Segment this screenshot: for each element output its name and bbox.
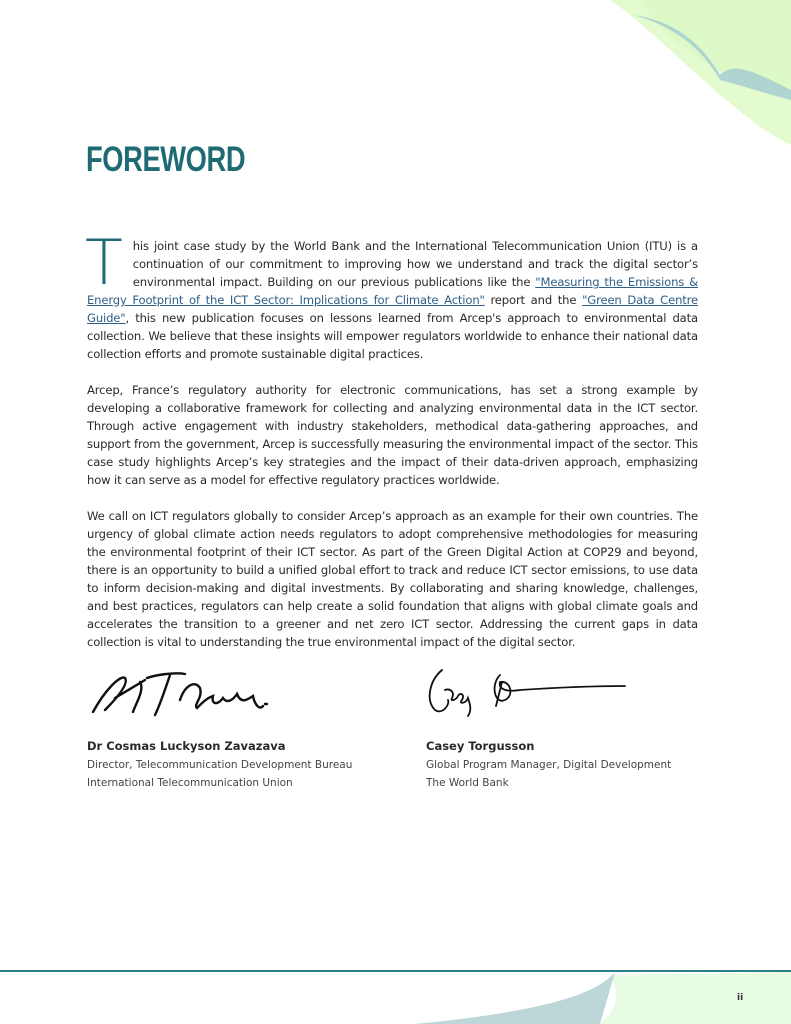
link-green-data-centre-guide[interactable]: "Green Data Centre Guide" <box>87 293 699 325</box>
foreword-body <box>85 226 699 669</box>
signatory-2-name: Casey Torgusson <box>426 739 535 753</box>
signatory-1-name: Dr Cosmas Luckyson Zavazava <box>87 739 286 753</box>
signatory-1-title: Director, Telecommunication Development Bureau International Telecommunication Union <box>87 759 353 789</box>
paragraph-3: We call on ICT regulators globally to consider Arcep’s approach as an example for their own countries. The urgency of global climate action needs regulators to adopt comprehensive methodologies for measuring the environmental footprint of their ICT sector. As part of the Green Digital Action at COP29 and beyond, there is an opportunity to build a unified global effort to track and reduce ICT sector emissions, to use data to inform decision-making and digital investments. By collaborating and sharing knowledge, challenges, and best practices, regulators can help create a solid foundation that aligns with global climate goals and accelerates the transition to a greener and net zero ICT sector. Addressing the current gaps in data collection is vital to understanding the true environmental impact of the digital sector. <box>87 509 698 649</box>
footer-rule <box>0 970 791 972</box>
page-number: ii <box>737 993 744 1003</box>
drop-cap: T <box>85 226 123 299</box>
paragraph-2: Arcep, France’s regulatory authority for electronic communications, has set a strong example by developing a collaborative framework for collecting and analyzing environmental data in the ICT sector. Through active engagement with industry stakeholders, methodical data-gathering approaches, and support from the government, Arcep is successfully measuring the environmental impact of the sector. This case study highlights Arcep’s key strategies and the impact of their data-driven approach, emphasizing how it can serve as a model for effective regulatory practices worldwide. <box>87 383 698 487</box>
link-measuring-emissions-report[interactable]: "Measuring the Emissions & Energy Footprint of the ICT Sector: Implications for Climate Action" <box>87 275 698 307</box>
paragraph-1: This joint case study by the World Bank and the International Telecommunication Union (ITU) is a continuation of our commitment to improving how we understand and track the digital sector’s environmental impact. Building on our previous publications like the "Measuring the Emissions & Energy Footprint of the ICT Sector: Implications for Climate Action" report and the "Green Data Centre Guide", this new publication focuses on lessons learned from Arcep's approach to environmental data collection. We believe that these insights will empower regulators worldwide to enhance their national data collection efforts and promote sustainable digital practices. <box>85 226 699 361</box>
signatory-2-title: Global Program Manager, Digital Development The World Bank <box>426 759 672 789</box>
signature-zavazava <box>85 660 285 720</box>
signature-torgusson <box>420 660 630 720</box>
page-title: FOREWORD <box>86 140 246 179</box>
